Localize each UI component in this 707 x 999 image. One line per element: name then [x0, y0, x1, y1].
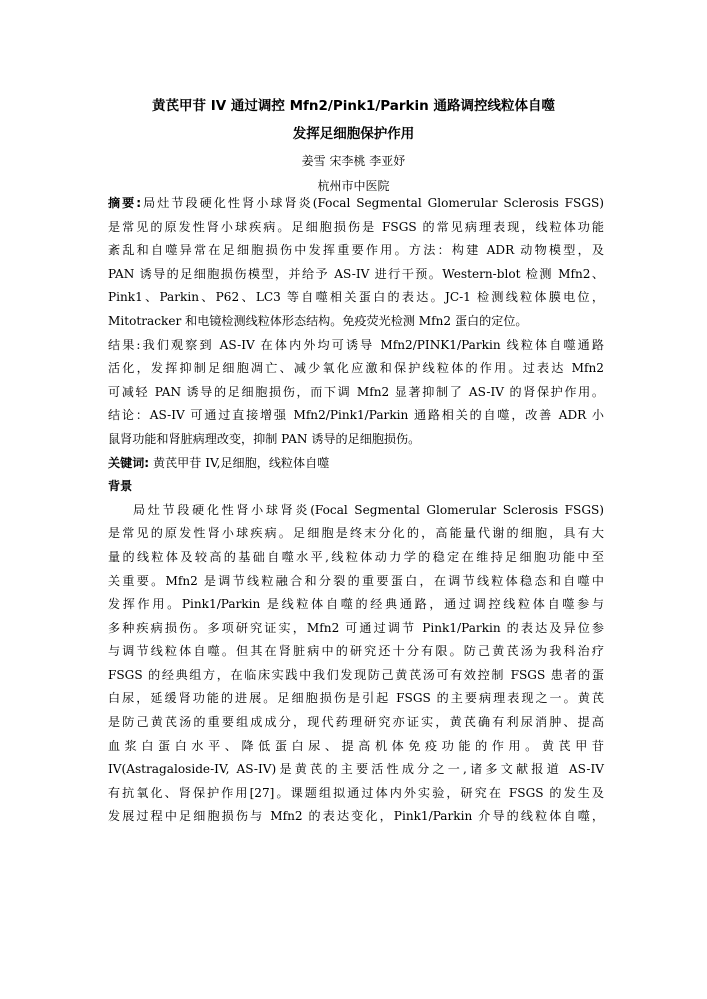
- abstract-line: Mitotracker 和电镜检测线粒体形态结构。免疫荧光检测 Mfn2 蛋白的定位。: [108, 313, 528, 328]
- background-line: 是防己黄芪汤的重要组成成分，现代药理研究亦证实，黄芪确有利尿消肿、提高: [108, 715, 604, 730]
- abstract-line: PAN 诱导的足细胞损伤模型，并给予 AS-IV 进行干预。Western-blot 检测 Mfn2、: [108, 266, 604, 281]
- background-line: 白尿，延缓肾功能的进展。足细胞损伤是引起 FSGS 的主要病理表现之一。黄芪: [108, 691, 604, 706]
- background-line: 与调节线粒体自噬。但其在肾脏病中的研究还十分有限。防己黄芪汤为我科治疗: [108, 644, 604, 659]
- background-line: FSGS 的经典组方，在临床实践中我们发现防己黄芪汤可有效控制 FSGS 患者的蛋: [108, 667, 604, 682]
- abstract-line: Pink1、Parkin、P62、LC3 等自噬相关蛋白的表达。JC-1 检测线粒体膜电位，: [108, 290, 604, 305]
- abstract-line: 紊乱和自噬异常在足细胞损伤中发挥重要作用。方法：构建 ADR 动物模型，及: [108, 243, 604, 258]
- abstract-line: 结果:我们观察到 AS-IV 在体内外均可诱导 Mfn2/PINK1/Parkin 线粒体自噬通路: [108, 337, 604, 352]
- background-line: 发挥作用。Pink1/Parkin 是线粒体自噬的经典通路，通过调控线粒体自噬参与: [108, 597, 604, 612]
- paper-title-line-2: 发挥足细胞保护作用: [292, 126, 415, 142]
- header-block: [0, 92, 707, 195]
- abstract-line: 结论：AS-IV 可通过直接增强 Mfn2/Pink1/Parkin 通路相关的自噬，改善 ADR 小: [108, 408, 604, 423]
- background-line: 多种疾病损伤。多项研究证实，Mfn2 可通过调节 Pink1/Parkin 的表达及异位参: [108, 620, 604, 635]
- background-line: 血浆白蛋白水平、降低蛋白尿、提高机体免疫功能的作用。黄芪甲苷: [108, 738, 604, 753]
- affiliation: 杭州市中医院: [317, 179, 390, 193]
- background-line: 关重要。Mfn2 是调节线粒融合和分裂的重要蛋白，在调节线粒体稳态和自噬中: [108, 573, 604, 588]
- abstract-line: 活化，发挥抑制足细胞凋亡、减少氧化应激和保护线粒体的作用。过表达 Mfn2: [108, 361, 604, 376]
- keywords-label: 关键词:: [108, 455, 150, 470]
- background-line: IV(Astragaloside-IV, AS-IV)是黄芪的主要活性成分之一,诸多文献报道 AS-IV: [108, 762, 604, 777]
- background-line: 发展过程中足细胞损伤与 Mfn2 的表达变化，Pink1/Parkin 介导的线粒体自噬，: [108, 809, 604, 824]
- section-heading-background: 背景: [108, 479, 133, 494]
- background-line: 局灶节段硬化性肾小球肾炎(Focal Segmental Glomerular Sclerosis FSGS): [133, 502, 604, 517]
- abstract-line: 可减轻 PAN 诱导的足细胞损伤，而下调 Mfn2 显著抑制了 AS-IV 的肾保护作用。: [108, 384, 604, 399]
- background-line: 量的线粒体及较高的基础自噬水平,线粒体动力学的稳定在维持足细胞功能中至: [108, 549, 604, 564]
- paper-title-line-1: 黄芪甲苷 IV 通过调控 Mfn2/Pink1/Parkin 通路调控线粒体自噬: [152, 98, 555, 114]
- abstract-line: 鼠肾功能和肾脏病理改变，抑制 PAN 诱导的足细胞损伤。: [108, 431, 421, 446]
- authors: 姜雪 宋李桃 李亚妤: [301, 154, 406, 168]
- body-text: [108, 192, 604, 829]
- abstract-line: 摘要:局灶节段硬化性肾小球肾炎(Focal Segmental Glomerular Sclerosis FSGS): [108, 196, 604, 210]
- keywords-line: [108, 452, 604, 476]
- abstract-label: 摘要:: [108, 196, 142, 210]
- abstract-line: 是常见的原发性肾小球疾病。足细胞损伤是 FSGS 的常见病理表现，线粒体功能: [108, 219, 604, 234]
- background-line: 有抗氧化、肾保护作用[27]。课题组拟通过体内外实验，研究在 FSGS 的发生及: [108, 785, 604, 800]
- background-line: 是常见的原发性肾小球疾病。足细胞是终末分化的，高能量代谢的细胞，具有大: [108, 526, 604, 541]
- keywords-text: 黄芪甲苷 IV,足细胞，线粒体自噬: [152, 455, 330, 470]
